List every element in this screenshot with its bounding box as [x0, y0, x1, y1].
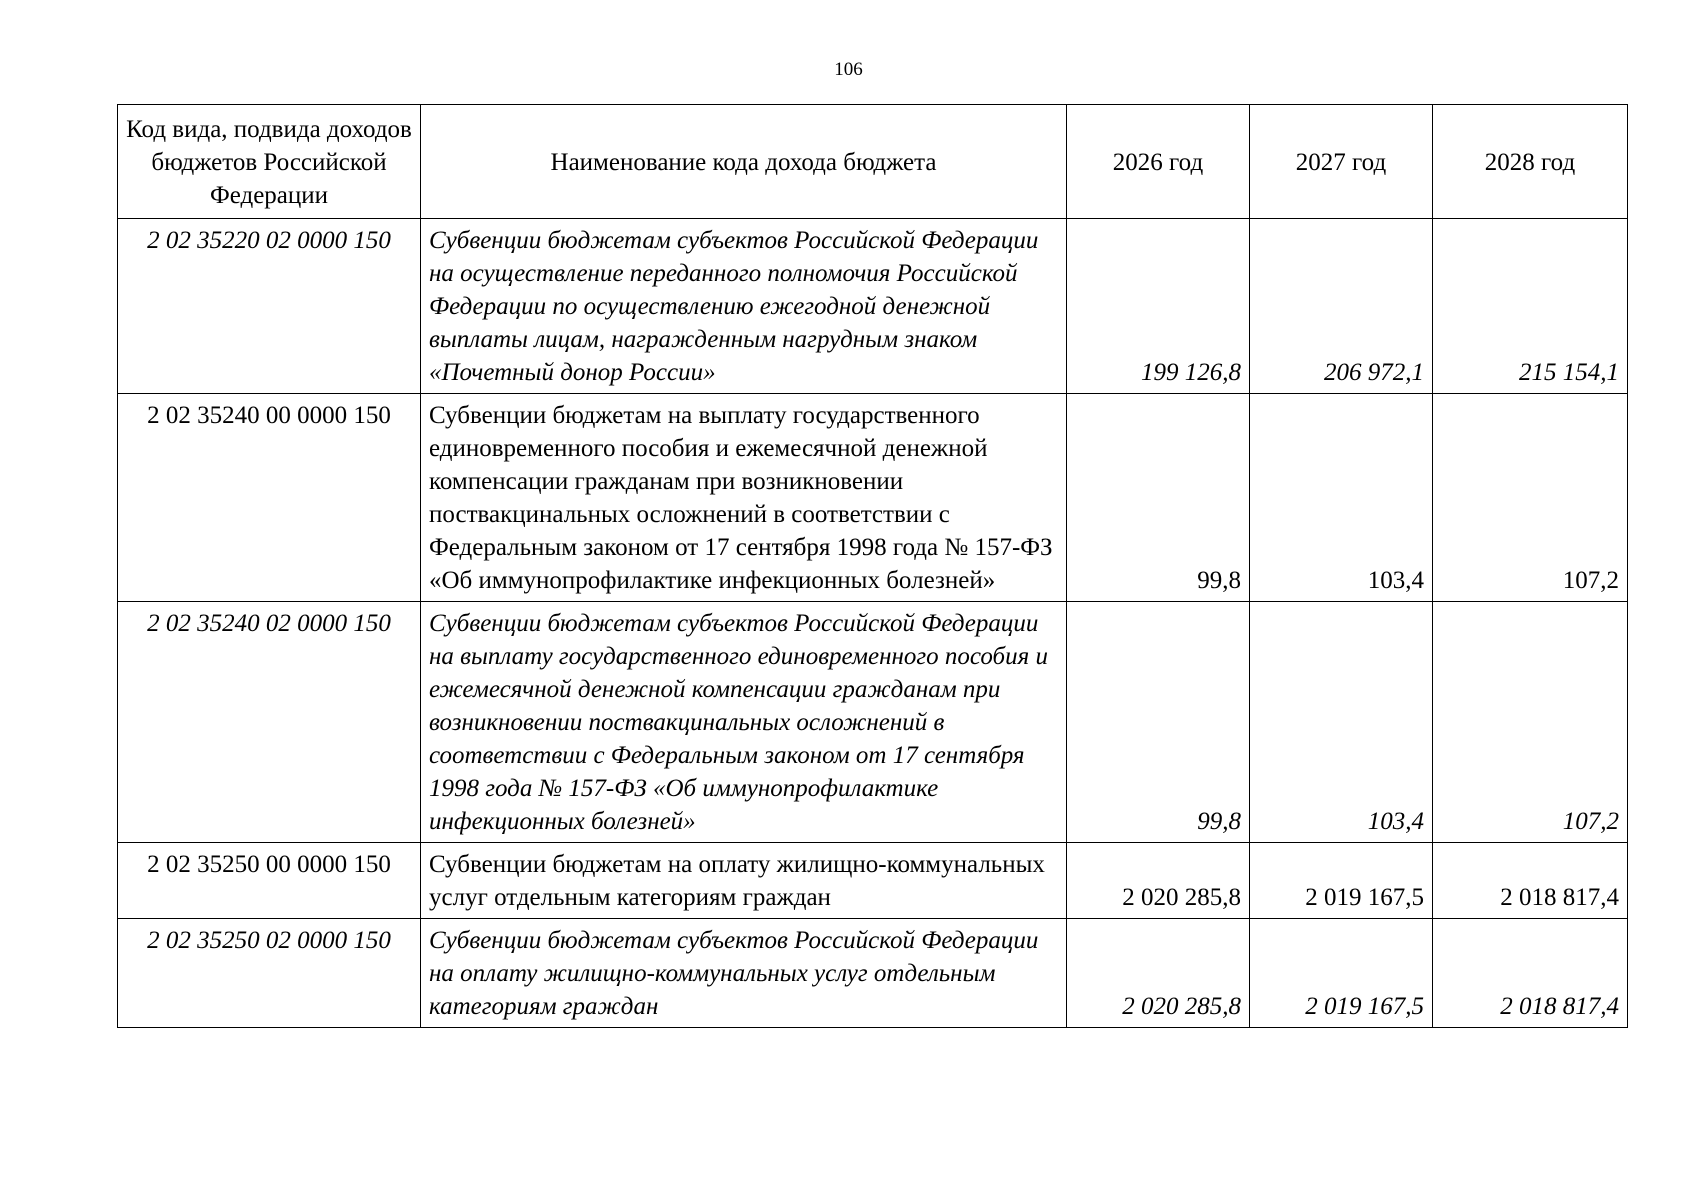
- row-code: 2 02 35240 02 0000 150: [118, 602, 421, 843]
- table-row: [118, 394, 1628, 602]
- row-value-2026: 2 020 285,8: [1067, 843, 1250, 919]
- row-value-2027: 2 019 167,5: [1250, 919, 1433, 1028]
- row-code: 2 02 35240 00 0000 150: [118, 394, 421, 602]
- row-value-2027: 103,4: [1250, 394, 1433, 602]
- row-value-2028: 215 154,1: [1433, 219, 1628, 394]
- row-value-2026: 99,8: [1067, 602, 1250, 843]
- row-code: 2 02 35250 02 0000 150: [118, 919, 421, 1028]
- row-name: Субвенции бюджетам субъектов Российской Федерации на выплату государственного единовременного пособия и ежемесячной денежной компенсации гражданам при возникновении поствакцинальных осложнений в соответствии с Федеральным законом от 17 сентября 1998 года № 157-ФЗ «Об иммунопрофилактике инфекционных болезней»: [421, 602, 1067, 843]
- row-name: Субвенции бюджетам субъектов Российской Федерации на осуществление переданного полномочия Российской Федерации по осуществлению ежегодной денежной выплаты лицам, награжденным нагрудным знаком «Почетный донор России»: [421, 219, 1067, 394]
- header-2026: 2026 год: [1067, 105, 1250, 219]
- row-name: Субвенции бюджетам субъектов Российской Федерации на оплату жилищно-коммунальных услуг отдельным категориям граждан: [421, 919, 1067, 1028]
- row-value-2028: 2 018 817,4: [1433, 919, 1628, 1028]
- row-value-2026: 199 126,8: [1067, 219, 1250, 394]
- table-row: [118, 843, 1628, 919]
- row-value-2027: 206 972,1: [1250, 219, 1433, 394]
- row-value-2026: 99,8: [1067, 394, 1250, 602]
- header-code: Код вида, подвида доходов бюджетов Российской Федерации: [118, 105, 421, 219]
- header-name: Наименование кода дохода бюджета: [421, 105, 1067, 219]
- table-header-row: [118, 105, 1628, 219]
- row-value-2027: 2 019 167,5: [1250, 843, 1433, 919]
- row-code: 2 02 35220 02 0000 150: [118, 219, 421, 394]
- row-value-2028: 107,2: [1433, 602, 1628, 843]
- row-name: Субвенции бюджетам на выплату государственного единовременного пособия и ежемесячной денежной компенсации гражданам при возникновении поствакцинальных осложнений в соответствии с Федеральным законом от 17 сентября 1998 года № 157-ФЗ «Об иммунопрофилактике инфекционных болезней»: [421, 394, 1067, 602]
- header-2028: 2028 год: [1433, 105, 1628, 219]
- table-row: [118, 602, 1628, 843]
- row-value-2028: 2 018 817,4: [1433, 843, 1628, 919]
- row-code: 2 02 35250 00 0000 150: [118, 843, 421, 919]
- page-number: 106: [834, 59, 863, 80]
- table-row: [118, 219, 1628, 394]
- table-row: [118, 919, 1628, 1028]
- revenue-table: [117, 104, 1628, 1028]
- row-value-2027: 103,4: [1250, 602, 1433, 843]
- header-2027: 2027 год: [1250, 105, 1433, 219]
- row-value-2026: 2 020 285,8: [1067, 919, 1250, 1028]
- table-body: [118, 219, 1628, 1028]
- row-name: Субвенции бюджетам на оплату жилищно-коммунальных услуг отдельным категориям граждан: [421, 843, 1067, 919]
- row-value-2028: 107,2: [1433, 394, 1628, 602]
